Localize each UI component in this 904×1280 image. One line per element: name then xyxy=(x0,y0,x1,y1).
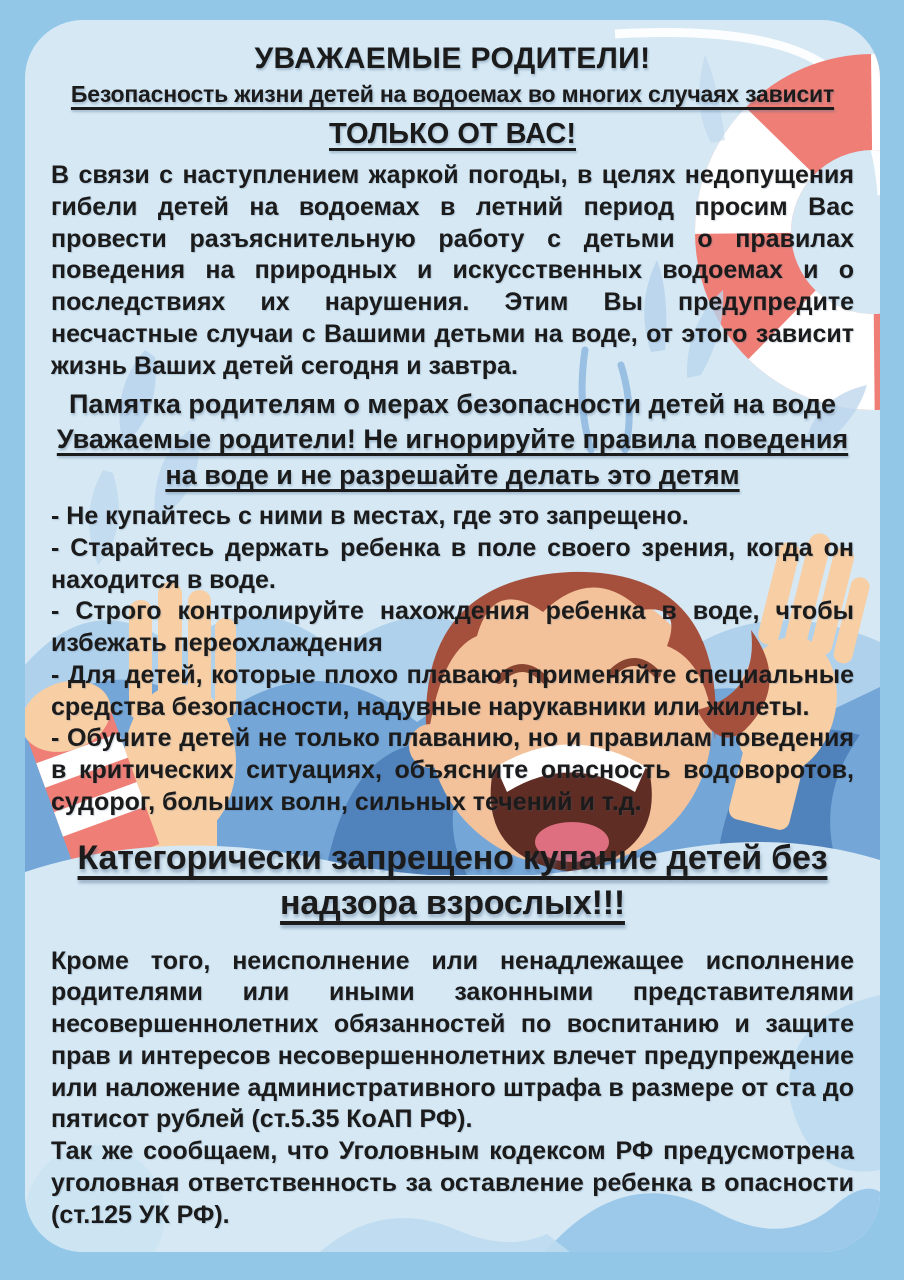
rules-list xyxy=(51,501,854,819)
poster-content xyxy=(25,20,880,1231)
subtitle-line-2: ТОЛЬКО ОТ ВАС! xyxy=(329,118,576,150)
memo-title: Памятка родителям о мерах безопасности детей на воде xyxy=(69,389,836,420)
law-paragraph-1: Кроме того, неисполнение или ненадлежащее исполнение родителями или иными законными представителями несовершеннолетних обязанностей по воспитанию и защите прав и интересов несовершеннолетних влечет предупреждение или наложение административного штрафа в размере от ста до пятисот рублей (ст.5.35 КоАП РФ). xyxy=(51,946,854,1134)
ban-heading: Категорически запрещено купание детей без надзора взрослых!!! xyxy=(77,838,828,923)
page-title: УВАЖАЕМЫЕ РОДИТЕЛИ! xyxy=(254,42,651,75)
rule-item-3: - Строго контролируйте нахождения ребенка в воде, чтобы избежать переохлаждения xyxy=(51,597,854,658)
law-paragraph-2: Так же сообщаем, что Уголовным кодексом РФ предусмотрена уголовная ответственность за оставление ребенка в опасности (ст.125 УК РФ). xyxy=(51,1137,854,1229)
subtitle-line-1: Безопасность жизни детей на водоемах во многих случаях зависит xyxy=(70,81,835,107)
rule-item-4: - Для детей, которые плохо плавают, применяйте специальные средства безопасности, надувные нарукавники или жилеты. xyxy=(51,660,854,721)
rule-item-1: - Не купайтесь с ними в местах, где это запрещено. xyxy=(51,502,689,531)
intro-paragraph: В связи с наступлением жаркой погоды, в целях недопущения гибели детей на водоемах в летний период просим Вас провести разъяснительную работу с детьми о правилах поведения на природных и искусственных водоемах и о последствиях их нарушения. Этим Вы предупредите несчастные случаи с Вашими детьми на воде, от этого зависит жизнь Ваших детей сегодня и завтра. xyxy=(51,161,854,380)
poster-card xyxy=(25,20,880,1252)
rule-item-2: - Старайтесь держать ребенка в поле своего зрения, когда он находится в воде. xyxy=(51,533,854,594)
memo-subtitle: Уважаемые родители! Не игнорируйте правила поведения на воде и не разрешайте делать это детям xyxy=(56,424,849,491)
rule-item-5: - Обучите детей не только плаванию, но и правилам поведения в критических ситуациях, объясните опасность водоворотов, судорог, больших волн, сильных течений и т.д. xyxy=(51,724,854,816)
